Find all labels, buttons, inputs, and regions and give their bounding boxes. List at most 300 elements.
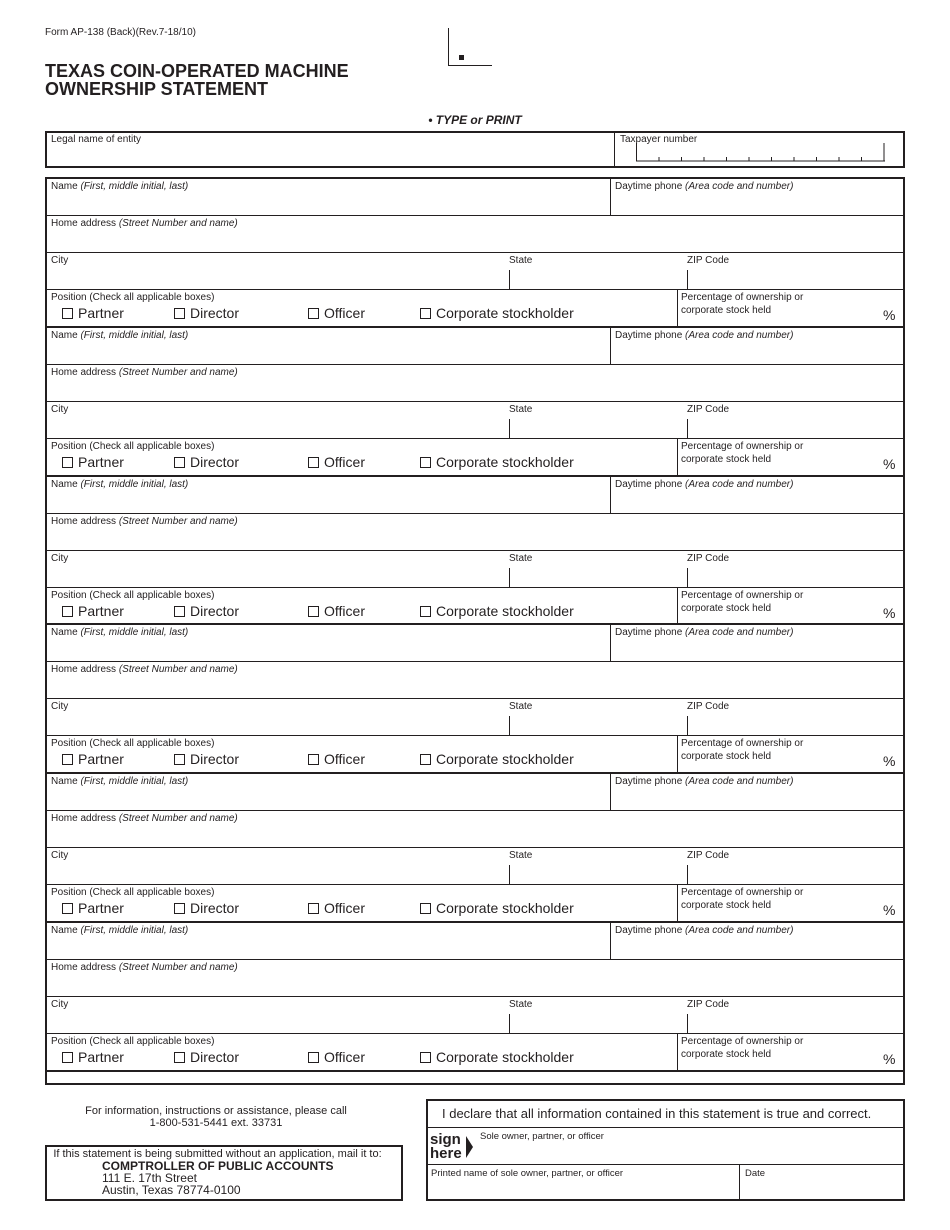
officer-checkbox[interactable]: [308, 454, 365, 470]
row-divider: [46, 215, 904, 216]
mail-street: 111 E. 17th Street: [102, 1171, 197, 1185]
row-divider: [46, 996, 904, 997]
stockholder-checkbox[interactable]: [420, 751, 574, 767]
checkbox-square[interactable]: [62, 1052, 73, 1063]
owner-label-text: Name: [51, 627, 78, 638]
partner-checkbox[interactable]: [62, 751, 124, 767]
owner-state-field[interactable]: [512, 417, 677, 435]
percent-divider: [677, 438, 678, 475]
officer-checkbox[interactable]: [308, 603, 365, 619]
checkbox-square[interactable]: [62, 457, 73, 468]
row-divider: [46, 884, 904, 885]
date-divider: [739, 1164, 740, 1200]
owner-label-text: State: [509, 404, 533, 415]
owner-address-field[interactable]: [50, 380, 900, 398]
owner-label: [615, 330, 793, 341]
checkbox-label: Partner: [78, 603, 124, 619]
owner-percentage-field[interactable]: [800, 454, 878, 472]
checkbox-square[interactable]: [308, 606, 319, 617]
owner-label-hint: (Street Number and name): [118, 218, 238, 229]
owner-label: [51, 850, 68, 861]
zip-tick: [687, 568, 688, 587]
owner-label-text: Position (Check all applicable boxes): [51, 738, 215, 749]
owner-label-text: State: [509, 999, 533, 1010]
owner-label-hint: (Area code and number): [685, 925, 794, 936]
owner-name-field[interactable]: [50, 343, 605, 361]
owner-label: [687, 404, 729, 415]
owner-label-hint: (Street Number and name): [118, 962, 238, 973]
percent-divider: [677, 289, 678, 326]
checkbox-label: Officer: [324, 603, 365, 619]
mail-city: Austin, Texas 78774-0100: [102, 1183, 241, 1197]
checkbox-square[interactable]: [308, 308, 319, 319]
checkbox-label: Officer: [324, 305, 365, 321]
state-tick: [509, 1014, 510, 1033]
owner-label: [51, 962, 238, 973]
percent-sign: %: [883, 307, 896, 323]
partner-checkbox[interactable]: [62, 1049, 124, 1065]
owner-label-text: City: [51, 255, 69, 266]
owner-label-hint: (First, middle initial, last): [80, 776, 189, 787]
owner-label-text: Home address: [51, 813, 117, 824]
director-checkbox[interactable]: [174, 1049, 239, 1065]
owner-label: [509, 701, 532, 712]
owner-label: [615, 776, 793, 787]
owner-label-text: Home address: [51, 218, 117, 229]
owner-label: [51, 738, 214, 749]
owner-label-text: State: [509, 701, 533, 712]
owner-label-text: City: [51, 701, 69, 712]
percentage-label: [681, 1036, 803, 1061]
phone-divider: [610, 178, 611, 215]
owner-label-text: State: [509, 255, 533, 266]
owner-phone-field[interactable]: [615, 640, 900, 658]
owner-name-field[interactable]: [50, 492, 605, 510]
owner-label-text: Daytime phone: [615, 776, 683, 787]
owner-label: [509, 999, 532, 1010]
owner-label: [51, 255, 68, 266]
legal-name-field[interactable]: [48, 146, 610, 165]
stockholder-checkbox[interactable]: [420, 305, 574, 321]
checkbox-square[interactable]: [174, 606, 185, 617]
owner-label: [615, 925, 793, 936]
phone-divider: [610, 922, 611, 959]
owner-label-text: City: [51, 404, 69, 415]
owner-label-text: ZIP Code: [687, 255, 730, 266]
checkbox-square[interactable]: [62, 903, 73, 914]
owner-label-hint: (First, middle initial, last): [80, 330, 189, 341]
owner-label-text: Position (Check all applicable boxes): [51, 292, 215, 303]
officer-checkbox[interactable]: [308, 900, 365, 916]
zip-tick: [687, 419, 688, 438]
owner-block-divider: [46, 326, 904, 328]
row-divider: [46, 698, 904, 699]
registration-mark-vertical: [448, 28, 449, 66]
percentage-label: [681, 590, 803, 615]
partner-checkbox[interactable]: [62, 305, 124, 321]
declaration-statement: I declare that all information contained in this statement is true and correct.: [442, 1106, 872, 1121]
owner-label-hint: (Street Number and name): [118, 367, 238, 378]
owner-label-text: Position (Check all applicable boxes): [51, 441, 215, 452]
owner-percentage-field[interactable]: [800, 751, 878, 769]
percentage-label-line1: Percentage of ownership or: [681, 292, 804, 303]
owner-label: [51, 701, 68, 712]
owner-city-field[interactable]: [50, 863, 500, 881]
state-tick: [509, 270, 510, 289]
owner-label-hint: (First, middle initial, last): [80, 627, 189, 638]
row-divider: [46, 735, 904, 736]
owner-label-text: Name: [51, 925, 78, 936]
percentage-label: [681, 441, 803, 466]
owner-label-text: City: [51, 999, 69, 1010]
checkbox-square[interactable]: [420, 308, 431, 319]
owner-label-text: Name: [51, 776, 78, 787]
checkbox-square[interactable]: [420, 1052, 431, 1063]
form-title-line1: TEXAS COIN-OPERATED MACHINE: [45, 61, 349, 81]
checkbox-square[interactable]: [308, 903, 319, 914]
owner-state-field[interactable]: [512, 1012, 677, 1030]
row-divider: [46, 401, 904, 402]
owner-label-text: ZIP Code: [687, 999, 730, 1010]
owner-state-field[interactable]: [512, 566, 677, 584]
declaration-divider: [427, 1127, 904, 1128]
here-word: here: [430, 1145, 462, 1162]
row-divider: [46, 587, 904, 588]
info-block: [45, 1105, 387, 1129]
owner-phone-field[interactable]: [615, 492, 900, 510]
owner-label: [687, 553, 729, 564]
checkbox-square[interactable]: [308, 1052, 319, 1063]
checkbox-square[interactable]: [174, 457, 185, 468]
officer-checkbox[interactable]: [308, 1049, 365, 1065]
owner-address-field[interactable]: [50, 826, 900, 844]
owner-label: [51, 441, 214, 452]
owner-address-field[interactable]: [50, 231, 900, 249]
registration-mark-dot: [459, 55, 464, 60]
owner-label: [51, 479, 188, 490]
owner-label-hint: (Area code and number): [685, 479, 794, 490]
owner-label-text: ZIP Code: [687, 850, 730, 861]
checkbox-label: Corporate stockholder: [436, 751, 574, 767]
row-divider: [46, 550, 904, 551]
registration-mark-horizontal: [448, 65, 492, 66]
owner-phone-field[interactable]: [615, 789, 900, 807]
percentage-label-line2: corporate stock held: [681, 750, 772, 762]
percentage-label: [681, 292, 803, 317]
checkbox-label: Corporate stockholder: [436, 603, 574, 619]
form-number: Form AP-138 (Back)(Rev.7-18/10): [45, 27, 196, 38]
owner-label: [51, 590, 214, 601]
owner-name-field[interactable]: [50, 640, 605, 658]
percent-sign: %: [883, 753, 896, 769]
percentage-label-line1: Percentage of ownership or: [681, 590, 804, 601]
owner-phone-field[interactable]: [615, 343, 900, 361]
state-tick: [509, 716, 510, 735]
sign-here-marker: [430, 1133, 462, 1161]
owner-label-text: Daytime phone: [615, 627, 683, 638]
owner-label-text: Position (Check all applicable boxes): [51, 590, 215, 601]
percent-divider: [677, 1033, 678, 1070]
checkbox-square[interactable]: [308, 457, 319, 468]
owner-label: [687, 701, 729, 712]
checkbox-square[interactable]: [420, 903, 431, 914]
owner-label-text: Home address: [51, 962, 117, 973]
checkbox-label: Director: [190, 454, 240, 470]
owner-label: [51, 404, 68, 415]
checkbox-square[interactable]: [174, 308, 185, 319]
officer-checkbox[interactable]: [308, 751, 365, 767]
owner-block-divider: [46, 623, 904, 625]
percentage-label-line1: Percentage of ownership or: [681, 441, 804, 452]
checkbox-square[interactable]: [420, 754, 431, 765]
checkbox-square[interactable]: [62, 308, 73, 319]
zip-tick: [687, 1014, 688, 1033]
owner-city-field[interactable]: [50, 714, 500, 732]
owner-label-text: ZIP Code: [687, 701, 730, 712]
checkbox-square[interactable]: [308, 754, 319, 765]
owner-city-field[interactable]: [50, 1012, 500, 1030]
owner-percentage-field[interactable]: [800, 305, 878, 323]
owner-label: [687, 850, 729, 861]
owner-state-field[interactable]: [512, 863, 677, 881]
owner-label-text: State: [509, 850, 533, 861]
checkbox-label: Director: [190, 1049, 240, 1065]
checkbox-label: Corporate stockholder: [436, 1049, 574, 1065]
partner-checkbox[interactable]: [62, 454, 124, 470]
director-checkbox[interactable]: [174, 751, 239, 767]
percentage-label: [681, 887, 803, 912]
checkbox-square[interactable]: [174, 903, 185, 914]
taxpayer-digit-comb: [636, 143, 886, 163]
checkbox-square[interactable]: [420, 457, 431, 468]
owner-label-text: Position (Check all applicable boxes): [51, 887, 215, 898]
owner-label: [51, 813, 238, 824]
owner-label-text: Daytime phone: [615, 181, 683, 192]
row-divider: [46, 661, 904, 662]
checkbox-label: Officer: [324, 751, 365, 767]
percent-divider: [677, 587, 678, 624]
percent-divider: [677, 884, 678, 921]
owner-address-field[interactable]: [50, 975, 900, 993]
percent-sign: %: [883, 902, 896, 918]
checkbox-square[interactable]: [174, 1052, 185, 1063]
owner-zip-field[interactable]: [690, 863, 900, 881]
checkbox-label: Corporate stockholder: [436, 454, 574, 470]
director-checkbox[interactable]: [174, 603, 239, 619]
checkbox-label: Corporate stockholder: [436, 900, 574, 916]
percentage-label: [681, 738, 803, 763]
mail-org: COMPTROLLER OF PUBLIC ACCOUNTS: [102, 1159, 334, 1173]
percentage-label-line2: corporate stock held: [681, 1048, 772, 1060]
partner-checkbox[interactable]: [62, 900, 124, 916]
owner-label-hint: (First, middle initial, last): [80, 479, 189, 490]
phone-divider: [610, 476, 611, 513]
owner-label-text: Home address: [51, 664, 117, 675]
owner-zip-field[interactable]: [690, 417, 900, 435]
sole-owner-label: Sole owner, partner, or officer: [480, 1131, 604, 1142]
owner-label-text: Daytime phone: [615, 479, 683, 490]
percentage-label-line2: corporate stock held: [681, 453, 772, 465]
form-title: [45, 62, 349, 98]
owner-zip-field[interactable]: [690, 566, 900, 584]
date-field[interactable]: [744, 1180, 901, 1198]
owner-address-field[interactable]: [50, 529, 900, 547]
owner-label: [51, 181, 188, 192]
zip-tick: [687, 270, 688, 289]
owner-label-hint: (First, middle initial, last): [80, 925, 189, 936]
owner-label: [51, 664, 238, 675]
form-title-line2: OWNERSHIP STATEMENT: [45, 79, 269, 99]
owner-label: [687, 255, 729, 266]
owner-label: [51, 218, 238, 229]
owner-state-field[interactable]: [512, 268, 677, 286]
owner-label-hint: (Street Number and name): [118, 664, 238, 675]
owner-label: [51, 367, 238, 378]
owner-name-field[interactable]: [50, 194, 605, 212]
owner-percentage-field[interactable]: [800, 900, 878, 918]
checkbox-label: Partner: [78, 1049, 124, 1065]
checkbox-label: Director: [190, 305, 240, 321]
owner-label-hint: (Area code and number): [685, 776, 794, 787]
checkbox-label: Partner: [78, 305, 124, 321]
owner-label-text: Daytime phone: [615, 330, 683, 341]
percentage-label-line2: corporate stock held: [681, 304, 772, 316]
owner-label-text: City: [51, 850, 69, 861]
owner-name-field[interactable]: [50, 938, 605, 956]
mail-address: [102, 1160, 334, 1196]
owner-label: [51, 925, 188, 936]
state-tick: [509, 419, 510, 438]
zip-tick: [687, 716, 688, 735]
percentage-label-line1: Percentage of ownership or: [681, 1036, 804, 1047]
mail-intro: If this statement is being submitted without an application, mail it to:: [53, 1148, 382, 1160]
checkbox-label: Officer: [324, 1049, 365, 1065]
owner-label-hint: (Area code and number): [685, 330, 794, 341]
owner-label: [51, 776, 188, 787]
checkbox-square[interactable]: [62, 754, 73, 765]
stockholder-checkbox[interactable]: [420, 1049, 574, 1065]
info-phone: 1-800-531-5441 ext. 33731: [149, 1117, 283, 1129]
owner-label: [509, 404, 532, 415]
checkbox-label: Director: [190, 603, 240, 619]
checkbox-square[interactable]: [420, 606, 431, 617]
owner-block-divider: [46, 475, 904, 477]
director-checkbox[interactable]: [174, 454, 239, 470]
owner-state-field[interactable]: [512, 714, 677, 732]
printed-name-label: Printed name of sole owner, partner, or officer: [431, 1168, 624, 1179]
checkbox-label: Director: [190, 751, 240, 767]
checkbox-square[interactable]: [62, 606, 73, 617]
stockholder-checkbox[interactable]: [420, 603, 574, 619]
phone-divider: [610, 773, 611, 810]
owner-label: [509, 850, 532, 861]
state-tick: [509, 568, 510, 587]
owner-label: [687, 999, 729, 1010]
taxpayer-number-label: Taxpayer number: [620, 134, 698, 145]
row-divider: [46, 810, 904, 811]
owner-label: [51, 516, 238, 527]
row-divider: [46, 959, 904, 960]
owner-percentage-field[interactable]: [800, 1049, 878, 1067]
owner-label: [51, 1036, 214, 1047]
stockholder-checkbox[interactable]: [420, 454, 574, 470]
entity-divider: [614, 132, 615, 167]
row-divider: [46, 252, 904, 253]
printed-name-field[interactable]: [430, 1180, 735, 1198]
owner-zip-field[interactable]: [690, 268, 900, 286]
owner-label-text: Daytime phone: [615, 925, 683, 936]
owner-label-hint: (First, middle initial, last): [80, 181, 189, 192]
date-label: Date: [745, 1168, 766, 1179]
checkbox-label: Partner: [78, 751, 124, 767]
zip-tick: [687, 865, 688, 884]
checkbox-label: Partner: [78, 454, 124, 470]
director-checkbox[interactable]: [174, 305, 239, 321]
owner-label-text: Name: [51, 330, 78, 341]
checkbox-square[interactable]: [174, 754, 185, 765]
checkbox-label: Corporate stockholder: [436, 305, 574, 321]
owner-percentage-field[interactable]: [800, 603, 878, 621]
owner-label: [51, 292, 214, 303]
row-divider: [46, 513, 904, 514]
row-divider: [46, 438, 904, 439]
owner-label: [51, 627, 188, 638]
sign-word: sign: [430, 1131, 461, 1148]
owner-phone-field[interactable]: [615, 194, 900, 212]
percent-sign: %: [883, 605, 896, 621]
owner-zip-field[interactable]: [690, 1012, 900, 1030]
stockholder-checkbox[interactable]: [420, 900, 574, 916]
percent-divider: [677, 735, 678, 772]
owner-city-field[interactable]: [50, 417, 500, 435]
owner-label: [51, 330, 188, 341]
checkbox-label: Partner: [78, 900, 124, 916]
owner-city-field[interactable]: [50, 268, 500, 286]
owner-label: [615, 479, 793, 490]
percentage-label-line2: corporate stock held: [681, 899, 772, 911]
checkbox-label: Officer: [324, 454, 365, 470]
partner-checkbox[interactable]: [62, 603, 124, 619]
percentage-label-line1: Percentage of ownership or: [681, 887, 804, 898]
owner-city-field[interactable]: [50, 566, 500, 584]
checkbox-label: Director: [190, 900, 240, 916]
row-divider: [46, 1033, 904, 1034]
signature-field[interactable]: [480, 1143, 900, 1162]
phone-divider: [610, 624, 611, 661]
checkbox-label: Officer: [324, 900, 365, 916]
phone-divider: [610, 327, 611, 364]
owner-label-text: Name: [51, 479, 78, 490]
owner-label: [51, 999, 68, 1010]
legal-name-label: Legal name of entity: [51, 134, 142, 145]
owner-label-hint: (Area code and number): [685, 627, 794, 638]
owner-label-text: Home address: [51, 516, 117, 527]
owner-label-text: City: [51, 553, 69, 564]
percent-sign: %: [883, 456, 896, 472]
director-checkbox[interactable]: [174, 900, 239, 916]
owner-zip-field[interactable]: [690, 714, 900, 732]
owner-address-field[interactable]: [50, 677, 900, 695]
owner-name-field[interactable]: [50, 789, 605, 807]
owner-label: [615, 627, 793, 638]
owner-label: [615, 181, 793, 192]
owner-phone-field[interactable]: [615, 938, 900, 956]
owner-label-text: ZIP Code: [687, 404, 730, 415]
owner-label-text: ZIP Code: [687, 553, 730, 564]
officer-checkbox[interactable]: [308, 305, 365, 321]
row-divider: [46, 364, 904, 365]
owner-label-text: Position (Check all applicable boxes): [51, 1036, 215, 1047]
